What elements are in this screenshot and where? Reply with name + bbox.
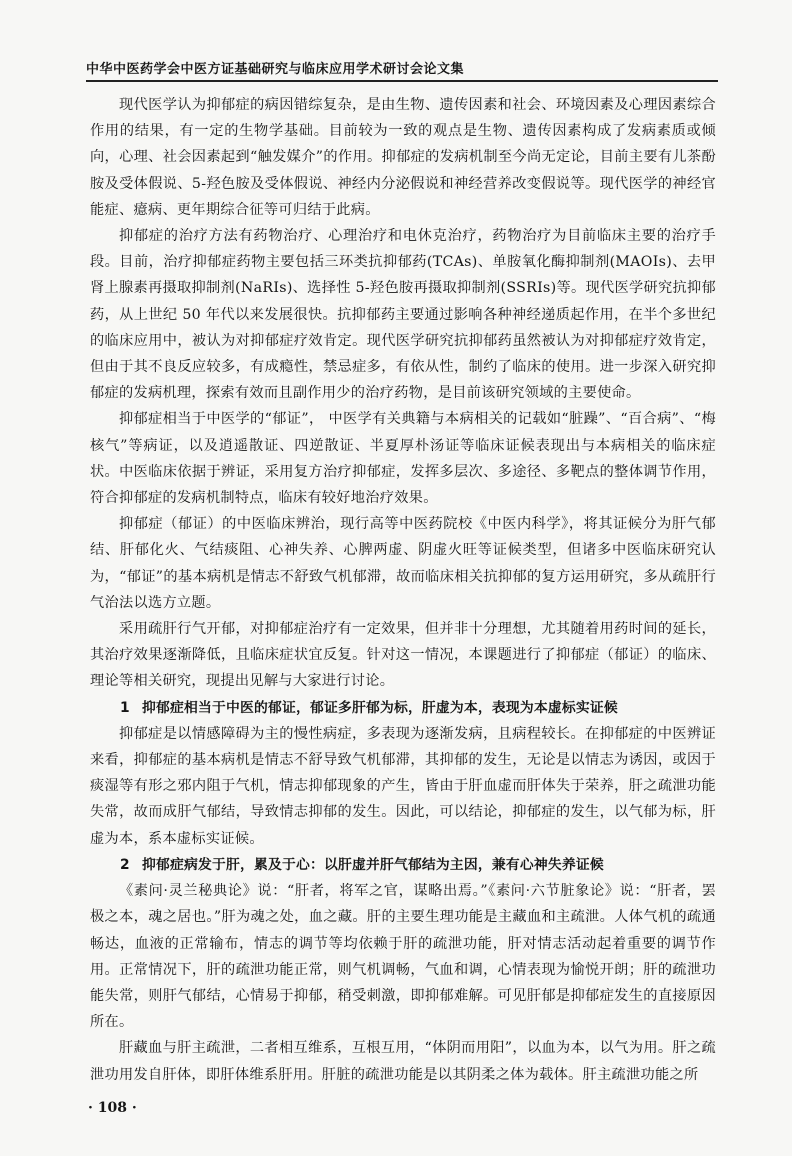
article-body [90, 92, 716, 1088]
section-number: 2 [120, 856, 130, 873]
paragraph: 抑郁症是以情感障碍为主的慢性病症，多表现为逐渐发病，且病程较长。在抑郁症的中医辨证来看，抑郁症的基本病机是情志不舒导致气机郁滞，其抑郁的发生，无论是以情志为诱因，或因于痰湿等有形之邪内阻于气机，情志抑郁现象的产生，皆由于肝血虚而肝体失于荣养，肝之疏泄功能失常，故而成肝气郁结，导致情志抑郁的发生。因此，可以结论，抑郁症的发生，以气郁为标，肝虚为本，系本虚标实证候。 [90, 725, 716, 847]
header-rule [86, 80, 718, 82]
section-title: 抑郁症病发于肝，累及于心：以肝虚并肝气郁结为主因，兼有心神失养证候 [142, 856, 604, 873]
paragraph: 抑郁症的治疗方法有药物治疗、心理治疗和电休克治疗，药物治疗为目前临床主要的治疗手段。目前，治疗抑郁症药物主要包括三环类抗抑郁药(TCAs)、单胺氧化酶抑制剂(MAOIs)、去甲肾上腺素再摄取抑制剂(NaRIs)、选择性 5-羟色胺再摄取抑制剂(SSRIs)等。现代医学研究抗抑郁药，从上世纪 50 年代以来发展很快。抗抑郁药主要通过影响各种神经递质起作用，在半个多世纪的临床应用中，被认为对抑郁症疗效肯定。现代医学研究抗抑郁药虽然被认为对抑郁症疗效肯定，但由于其不良反应较多，有成瘾性，禁忌症多，有依从性，制约了临床的使用。进一步深入研究抑郁症的发病机理，探索有效而且副作用少的治疗药物，是目前该研究领域的主要使命。 [90, 228, 716, 402]
section-heading-2 [90, 852, 716, 878]
page-number: · 108 · [88, 1100, 137, 1116]
paragraph: 抑郁症（郁证）的中医临床辨治，现行高等中医药院校《中医内科学》，将其证候分为肝气郁结、肝郁化火、气结痰阻、心神失养、心脾两虚、阴虚火旺等证候类型，但诸多中医临床研究认为，“郁证”的基本病机是情志不舒致气机郁滞，故而临床相关抗抑郁的复方运用研究，多从疏肝行气治法以选方立题。 [90, 516, 716, 611]
paragraph: 抑郁症相当于中医学的“郁证”， 中医学有关典籍与本病相关的记载如“脏躁”、“百合病”、“梅核气”等病证，以及逍遥散证、四逆散证、半夏厚朴汤证等临床证候表现出与本病相关的临床症状。中医临床依据于辨证，采用复方治疗抑郁症，发挥多层次、多途径、多靶点的整体调节作用，符合抑郁症的发病机制特点，临床有较好地治疗效果。 [90, 411, 716, 507]
paragraph: 采用疏肝行气开郁，对抑郁症治疗有一定效果，但并非十分理想，尤其随着用药时间的延长，其治疗效果逐渐降低，且临床症状宜反复。针对这一情况，本课题进行了抑郁症（郁证）的临床、理论等相关研究，现提出见解与大家进行讨论。 [90, 621, 716, 690]
section-title: 抑郁症相当于中医的郁证，郁证多肝郁为标，肝虚为本，表现为本虚标实证候 [142, 699, 618, 716]
paragraph: 肝藏血与肝主疏泄，二者相互维系，互根互用，“体阴而用阳”，以血为本，以气为用。肝之疏泄功用发自肝体，即肝体维系肝用。肝脏的疏泄功能是以其阴柔之体为载体。肝主疏泄功能之所 [90, 1040, 716, 1083]
paragraph: 现代医学认为抑郁症的病因错综复杂，是由生物、遗传因素和社会、环境因素及心理因素综合作用的结果，有一定的生物学基础。目前较为一致的观点是生物、遗传因素构成了发病素质或倾向，心理、社会因素起到“触发媒介”的作用。抑郁症的发病机制至今尚无定论，目前主要有儿茶酚胺及受体假说、5-羟色胺及受体假说、神经内分泌假说和神经营养改变假说等。现代医学的神经官能症、癔病、更年期综合征等可归结于此病。 [90, 97, 716, 218]
paragraph: 《素问·灵兰秘典论》说：“肝者，将军之官，谋略出焉。”《素问·六节脏象论》说：“肝者，罢极之本，魂之居也。”肝为魂之处，血之藏。肝的主要生理功能是主藏血和主疏泄。人体气机的疏通畅达，血液的正常输布，情志的调节等均依赖于肝的疏泄功能，肝对情志活动起着重要的调节作用。正常情况下，肝的疏泄功能正常，则气机调畅，气血和调，心情表现为愉悦开朗；肝的疏泄功能失常，则肝气郁结，心情易于抑郁，稍受刺激，即抑郁难解。可见肝郁是抑郁症发生的直接原因所在。 [90, 883, 716, 1031]
running-header: 中华中医药学会中医方证基础研究与临床应用学术研讨会论文集 [86, 62, 465, 77]
section-number: 1 [120, 699, 130, 716]
section-heading-1 [90, 695, 716, 721]
